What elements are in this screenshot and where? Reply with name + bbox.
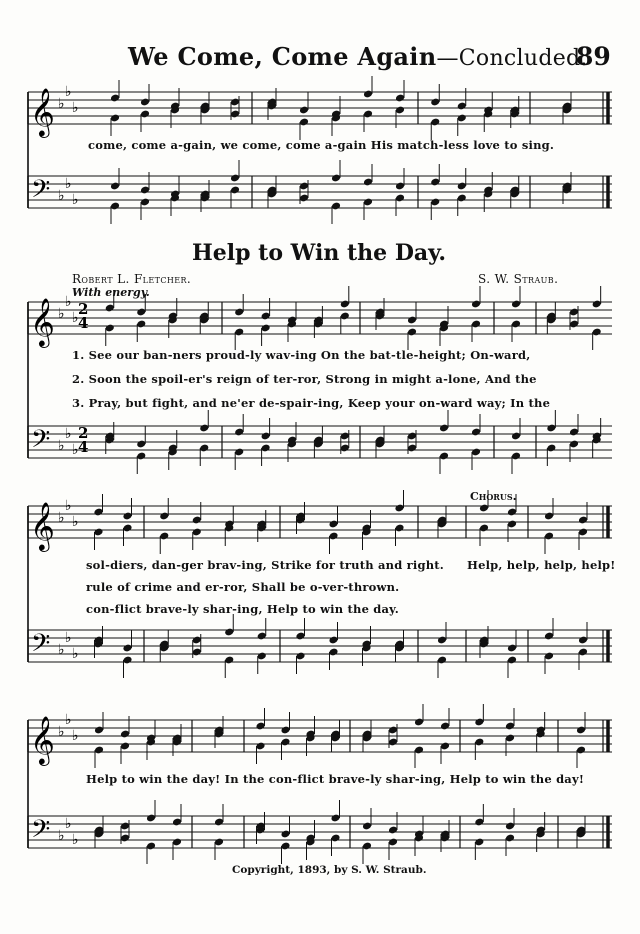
bass-clef-icon: 𝄢 — [31, 425, 51, 460]
time-signature: 4 — [78, 314, 89, 332]
flat-icon: ♭ — [65, 712, 72, 728]
treble-clef-icon: 𝄞 — [30, 297, 55, 346]
verse-3-part-1: 3. Pray, but fight, and ne'er de-spair-ing, Keep your on-ward way; In the — [72, 396, 551, 410]
flat-icon: ♭ — [72, 728, 79, 744]
flat-icon: ♭ — [72, 646, 79, 662]
flat-icon: ♭ — [58, 828, 65, 844]
chorus-start: Help, help, help, help! — [467, 558, 616, 572]
tempo-marking: With energy. — [72, 286, 150, 299]
flat-icon: ♭ — [58, 438, 65, 454]
flat-icon: ♭ — [58, 510, 65, 526]
copyright-notice: Copyright, 1893, by S. W. Straub. — [232, 864, 427, 876]
verse-2-part-2: rule of crime and er-ror, Shall be o-ver-thrown. — [86, 580, 400, 594]
flat-icon: ♭ — [65, 294, 72, 310]
flat-icon: ♭ — [65, 498, 72, 514]
flat-icon: ♭ — [65, 630, 72, 646]
time-signature: 2 — [78, 300, 89, 318]
bass-clef-icon: 𝄢 — [31, 815, 51, 850]
song-title-main: We Come, Come Again — [128, 42, 437, 71]
time-signature: 2 — [78, 424, 89, 442]
flat-icon: ♭ — [72, 442, 79, 458]
treble-clef-icon: 𝄞 — [30, 501, 55, 550]
page-number: 89 — [576, 42, 611, 71]
flat-icon: ♭ — [72, 514, 79, 530]
treble-clef-icon: 𝄞 — [30, 87, 55, 136]
flat-icon: ♭ — [65, 176, 72, 192]
flat-icon: ♭ — [72, 310, 79, 326]
flat-icon: ♭ — [58, 188, 65, 204]
verse-3-part-2: con-flict brave-ly shar-ing, Help to win the day. — [86, 602, 399, 616]
flat-icon: ♭ — [65, 426, 72, 442]
flat-icon: ♭ — [65, 816, 72, 832]
flat-icon: ♭ — [65, 84, 72, 100]
verse-2-part-1: 2. Soon the spoil-er's reign of ter-ror, Strong in might a-lone, And the — [72, 372, 537, 386]
flat-icon: ♭ — [72, 832, 79, 848]
time-signature: 4 — [78, 438, 89, 456]
song-title-suffix: —Concluded. — [436, 46, 588, 71]
verse-1-part-1: 1. See our ban-ners proud-ly wav-ing On the bat-tle-height; On-ward, — [72, 348, 531, 362]
chorus-line: Help to win the day! In the con-flict brave-ly shar-ing, Help to win the day! — [86, 772, 585, 786]
flat-icon: ♭ — [58, 96, 65, 112]
bass-clef-icon: 𝄢 — [31, 629, 51, 664]
treble-clef-icon: 𝄞 — [30, 715, 55, 764]
flat-icon: ♭ — [72, 192, 79, 208]
flat-icon: ♭ — [58, 306, 65, 322]
author-credit: Robert L. Fletcher. — [72, 272, 192, 286]
bass-clef-icon: 𝄢 — [31, 175, 51, 210]
flat-icon: ♭ — [72, 100, 79, 116]
composer-credit: S. W. Straub. — [478, 272, 559, 286]
flat-icon: ♭ — [58, 642, 65, 658]
first-song-lyric: come, come a-gain, we come, come a-gain His match-less love to sing. — [88, 138, 555, 152]
flat-icon: ♭ — [58, 724, 65, 740]
second-song-title: Help to Win the Day. — [192, 240, 447, 266]
chorus-label: Chorus. — [470, 490, 517, 503]
verse-1-part-2: sol-diers, dan-ger brav-ing, Strike for truth and right. — [86, 558, 445, 572]
